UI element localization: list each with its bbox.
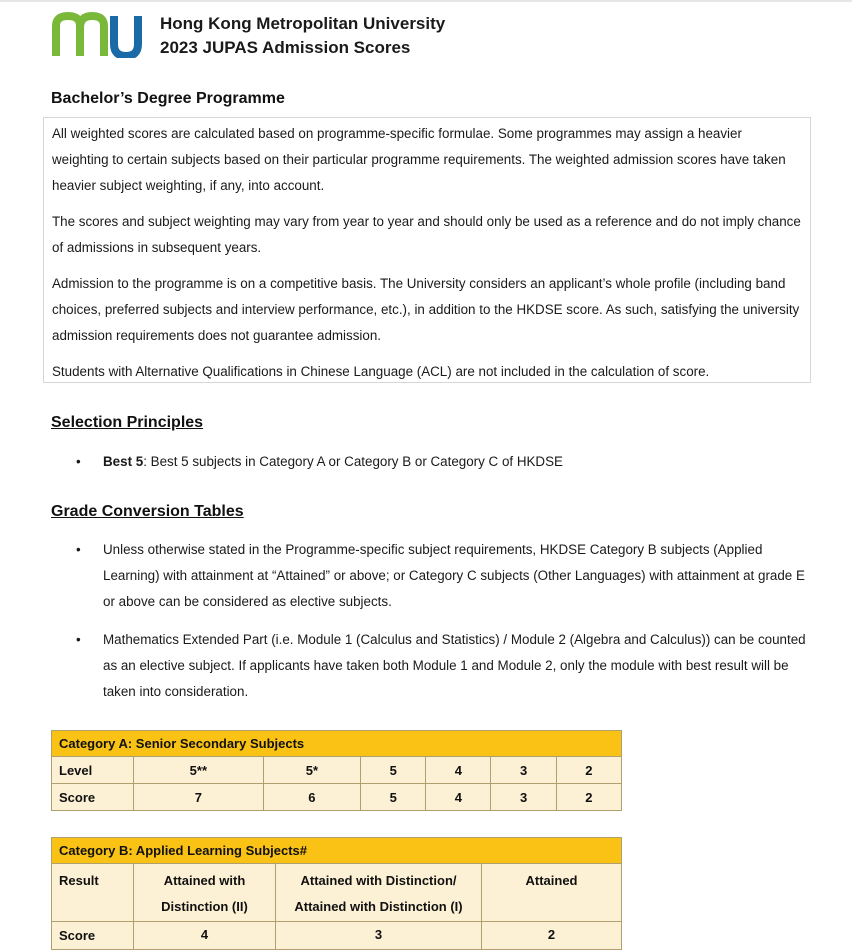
table-row	[52, 757, 622, 784]
level-cell: 3	[491, 757, 556, 784]
level-cell: 5*	[263, 757, 360, 784]
bullet-dot-icon: •	[76, 454, 81, 469]
bullet-dot-icon: •	[76, 542, 81, 557]
score-cell: 2	[556, 784, 621, 811]
note-paragraph: The scores and subject weighting may vary from year to year and should only be used as a reference and do not imply chance of admissions in subsequent years.	[52, 214, 801, 255]
score-cell: 4	[426, 784, 491, 811]
row-label: Score	[52, 784, 134, 811]
note-paragraph: Students with Alternative Qualifications in Chinese Language (ACL) are not included in the calculation of score.	[52, 364, 710, 379]
category-a-table	[51, 730, 622, 811]
university-logo-icon	[52, 12, 144, 58]
result-cell: Attained with Distinction (II)	[134, 864, 276, 922]
grade-bullet-text: Unless otherwise stated in the Programme-specific subject requirements, HKDSE Category B subjects (Applied Learning) with attainment at “Attained” or above; or Category C subjects (Other Languages) with attainment at grade E or above can be considered as elective subjects.	[103, 542, 805, 609]
score-cell: 6	[263, 784, 360, 811]
level-cell: 5**	[134, 757, 264, 784]
bullet-dot-icon: •	[76, 632, 81, 647]
score-cell: 2	[482, 922, 622, 950]
note-paragraph: Admission to the programme is on a competitive basis. The University considers an applicant’s whole profile (including band choices, preferred subjects and interview performance, etc.), in addition to the HKDSE score. As such, satisfying the university admission requirements does not guarantee admission.	[52, 276, 800, 343]
top-edge	[0, 0, 852, 2]
score-cell: 3	[276, 922, 482, 950]
grade-heading: Grade Conversion Tables	[51, 503, 244, 520]
table-row	[52, 922, 622, 950]
university-name: Hong Kong Metropolitan University	[160, 14, 446, 33]
level-cell: 2	[556, 757, 621, 784]
table-title: Category A: Senior Secondary Subjects	[52, 731, 622, 757]
score-cell: 7	[134, 784, 264, 811]
selection-text: : Best 5 subjects in Category A or Category B or Category C of HKDSE	[143, 454, 563, 469]
document-subtitle: 2023 JUPAS Admission Scores	[160, 38, 411, 57]
level-cell: 4	[426, 757, 491, 784]
score-cell: 5	[361, 784, 426, 811]
table-title: Category B: Applied Learning Subjects#	[52, 838, 622, 864]
grade-bullet-text: Mathematics Extended Part (i.e. Module 1 (Calculus and Statistics) / Module 2 (Algebra and Calculus)) can be counted as an elective subject. If applicants have taken both Module 1 and Module 2, only the module with best result will be taken into consideration.	[103, 632, 806, 699]
category-b-table	[51, 837, 622, 950]
selection-heading: Selection Principles	[51, 414, 204, 431]
selection-bold: Best 5	[103, 454, 144, 469]
table-row	[52, 864, 622, 922]
header-title-block	[160, 12, 445, 60]
level-cell: 5	[361, 757, 426, 784]
row-label: Score	[52, 922, 134, 950]
score-cell: 3	[491, 784, 556, 811]
note-paragraph: All weighted scores are calculated based on programme-specific formulae. Some programmes may assign a heavier weighting to certain subjects based on their particular programme requirements. The weighted admission scores have taken heavier subject weighting, if any, into account.	[52, 126, 786, 193]
table-row	[52, 784, 622, 811]
bachelor-heading: Bachelor’s Degree Programme	[51, 90, 285, 107]
row-label: Level	[52, 757, 134, 784]
result-cell: Attained with Distinction/ Attained with Distinction (I)	[276, 864, 482, 922]
notes-box	[43, 117, 811, 383]
row-label: Result	[52, 864, 134, 922]
result-cell: Attained	[482, 864, 622, 922]
score-cell: 4	[134, 922, 276, 950]
